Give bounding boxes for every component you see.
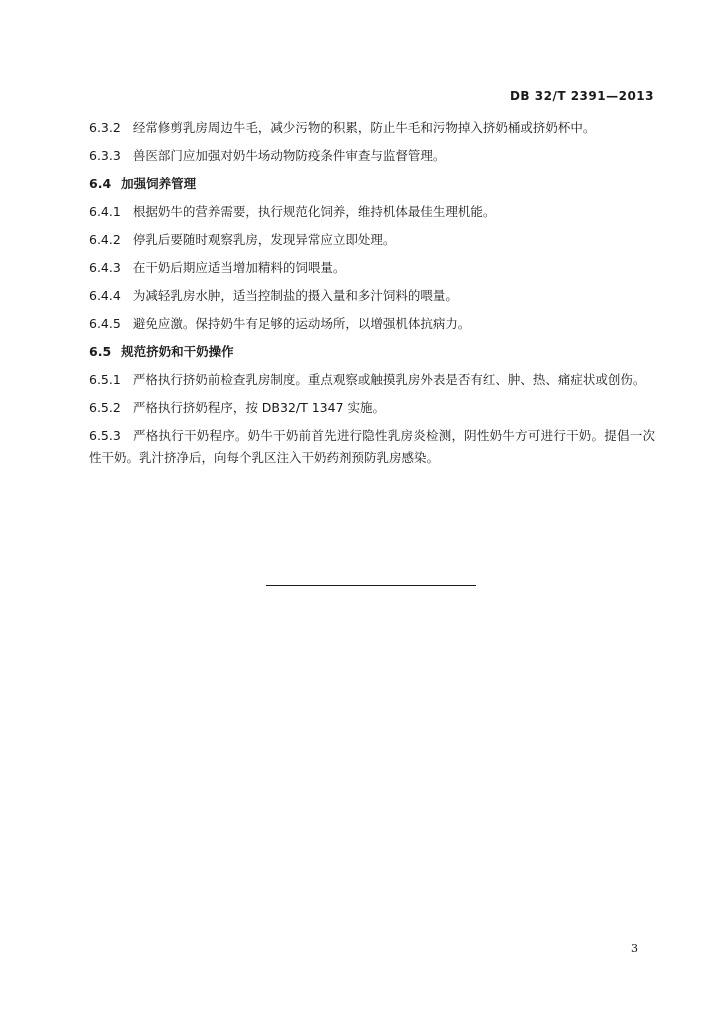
clause-number: 6.4.1 xyxy=(89,204,121,219)
clause-6-5-3 xyxy=(89,425,655,469)
clause-number: 6.3.2 xyxy=(89,120,121,135)
clause-6-4-2 xyxy=(89,229,655,251)
clause-text: 避免应激。保持奶牛有足够的运动场所，以增强机体抗病力。 xyxy=(132,316,471,331)
clause-number: 6.4.2 xyxy=(89,232,121,247)
section-title: 规范挤奶和干奶操作 xyxy=(121,344,234,359)
clause-text: 在干奶后期应适当增加精料的饲喂量。 xyxy=(132,260,346,275)
clause-6-3-2 xyxy=(89,117,655,139)
clause-6-4-3 xyxy=(89,257,655,279)
clause-text: 严格执行干奶程序。奶牛干奶前首先进行隐性乳房炎检测，阴性奶牛方可进行干奶。提倡一次性干奶。乳汁挤净后，向每个乳区注入干奶药剂预防乳房感染。 xyxy=(89,428,655,465)
page-number: 3 xyxy=(631,942,638,955)
clause-text: 停乳后要随时观察乳房，发现异常应立即处理。 xyxy=(132,232,396,247)
section-title: 加强饲养管理 xyxy=(121,176,197,191)
clause-6-5-2 xyxy=(89,397,655,419)
section-number: 6.5 xyxy=(89,344,112,359)
clause-6-5-1 xyxy=(89,369,655,391)
clause-6-4-5 xyxy=(89,313,655,335)
clause-text: 严格执行挤奶程序，按 DB32/T 1347 实施。 xyxy=(132,400,385,415)
clause-number: 6.5.2 xyxy=(89,400,121,415)
clause-6-4-4 xyxy=(89,285,655,307)
clause-6-4-1 xyxy=(89,201,655,223)
clause-number: 6.4.3 xyxy=(89,260,121,275)
document-body xyxy=(89,117,655,475)
section-heading-6-5 xyxy=(89,341,655,363)
clause-text: 根据奶牛的营养需要，执行规范化饲养，维持机体最佳生理机能。 xyxy=(132,204,496,219)
section-number: 6.4 xyxy=(89,176,112,191)
clause-number: 6.5.1 xyxy=(89,372,121,387)
clause-number: 6.4.5 xyxy=(89,316,121,331)
clause-text: 兽医部门应加强对奶牛场动物防疫条件审查与监督管理。 xyxy=(132,148,446,163)
section-heading-6-4 xyxy=(89,173,655,195)
clause-text: 经常修剪乳房周边牛毛，减少污物的积累，防止牛毛和污物掉入挤奶桶或挤奶杯中。 xyxy=(132,120,596,135)
clause-6-3-3 xyxy=(89,145,655,167)
clause-text: 严格执行挤奶前检查乳房制度。重点观察或触摸乳房外表是否有红、肿、热、痛症状或创伤。 xyxy=(132,372,646,387)
clause-number: 6.4.4 xyxy=(89,288,121,303)
clause-number: 6.3.3 xyxy=(89,148,121,163)
end-of-document-rule xyxy=(266,585,476,586)
document-code: DB 32/T 2391—2013 xyxy=(509,89,654,103)
clause-number: 6.5.3 xyxy=(89,428,121,443)
clause-text: 为减轻乳房水肿，适当控制盐的摄入量和多汁饲料的喂量。 xyxy=(132,288,458,303)
